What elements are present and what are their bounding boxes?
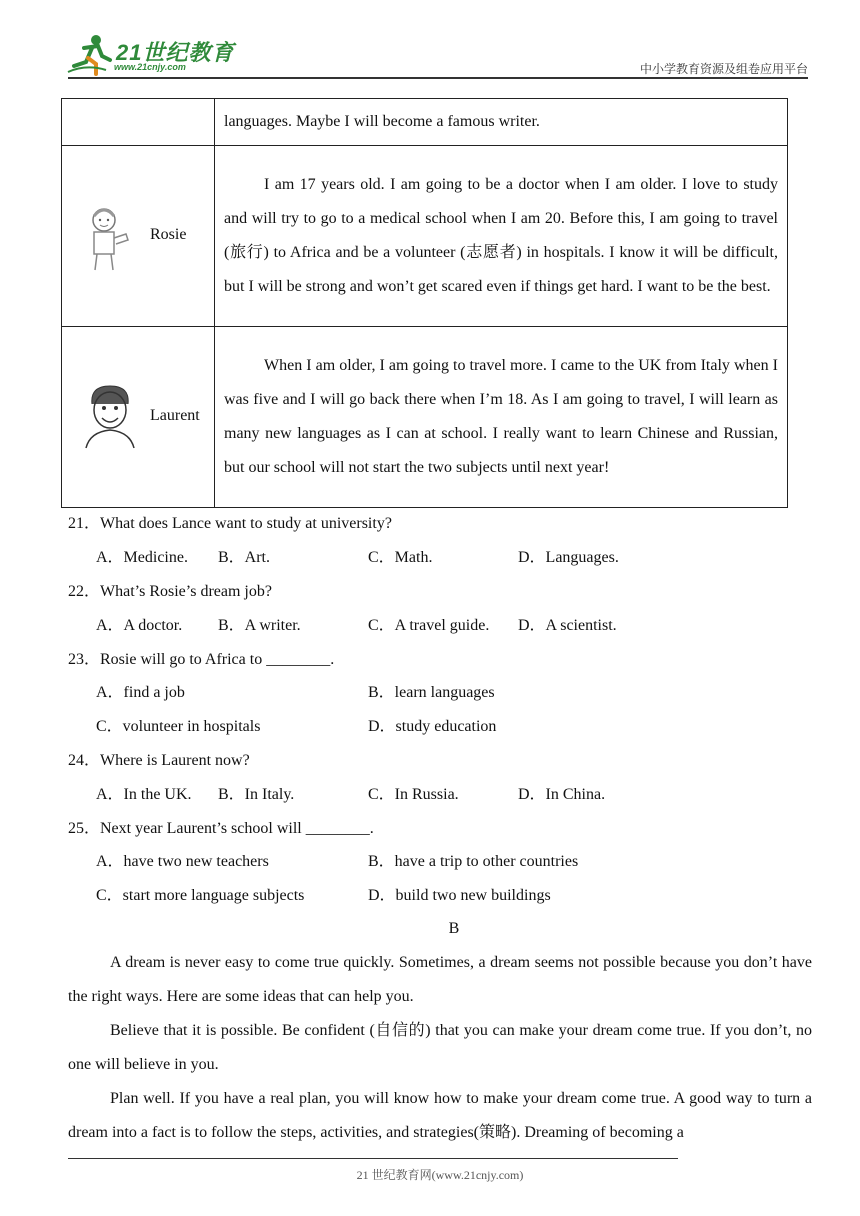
laurent-text: When I am older, I am going to travel more. I came to the UK from Italy when I was five and I will go back there when I’m 18. As I am going to travel, I will learn as many new languages as I can at school. I really want to learn Chinese and Russian, but our school will not start the two subjects until next year!	[215, 327, 788, 508]
paragraph-3: Plan well. If you have a real plan, you will know how to make your dream come true. A good way to turn a dream into a fact is to follow the steps, activities, and strategies(策略). Dreaming of becoming a	[68, 1090, 812, 1141]
q22-option-a: A．A doctor.	[96, 617, 183, 634]
rosie-text: I am 17 years old. I am going to be a doctor when I am older. I love to study and will try to go to a medical school when I am 20. Before this, I am going to travel (旅行) to Africa and be a volunteer (志愿者) in hospitals. I know it will be difficult, but I will be strong and won’t get scared even if things get hard. I want to be the best.	[215, 146, 788, 327]
q23-option-a: A．find a job	[96, 684, 185, 701]
header-divider	[68, 77, 808, 79]
page-header	[0, 0, 860, 80]
q21-option-b: B．Art.	[218, 549, 271, 566]
table-row-rosie	[62, 146, 788, 327]
q23-option-c: C．volunteer in hospitals	[96, 718, 261, 735]
q23-option-b: B．learn languages	[368, 684, 495, 701]
logo-subtext: www.21cnjy.com	[114, 62, 186, 72]
rosie-avatar-icon	[82, 204, 138, 274]
question-25: 25．Next year Laurent’s school will ________.	[68, 820, 374, 837]
profile-text-cell: languages. Maybe I will become a famous writer.	[215, 99, 788, 146]
question-22: 22．What’s Rosie’s dream job?	[68, 583, 272, 600]
header-platform-text: 中小学教育资源及组卷应用平台	[639, 62, 808, 76]
q22-option-d: D．A scientist.	[518, 617, 617, 634]
q23-option-d: D．study education	[368, 718, 497, 735]
paragraph-1: A dream is never easy to come true quickly. Sometimes, a dream seems not possible because you don’t have the right ways. Here are some ideas that can help you.	[68, 954, 812, 1005]
q25-option-c: C．start more language subjects	[96, 887, 305, 904]
q24-option-c: C．In Russia.	[368, 786, 459, 803]
q25-option-a: A．have two new teachers	[96, 853, 269, 870]
site-logo	[66, 34, 236, 76]
table-row-laurent	[62, 327, 788, 508]
paragraph-2: Believe that it is possible. Be confident (自信的) that you can make your dream come true. If you don’t, no one will believe in you.	[68, 1022, 812, 1073]
q25-option-b: B．have a trip to other countries	[368, 853, 579, 870]
table-row	[62, 99, 788, 146]
q22-option-c: C．A travel guide.	[368, 617, 490, 634]
laurent-avatar-icon	[82, 382, 138, 452]
q24-option-b: B．In Italy.	[218, 786, 295, 803]
profiles-table	[61, 98, 788, 508]
q21-option-d: D．Languages.	[518, 549, 619, 566]
page-footer: 21 世纪教育网(www.21cnjy.com)	[356, 1168, 524, 1182]
section-b-label: B	[448, 920, 460, 937]
question-23: 23．Rosie will go to Africa to ________.	[68, 651, 335, 668]
laurent-name: Laurent	[150, 407, 200, 424]
runner-logo-icon	[66, 34, 114, 76]
name-cell-empty	[62, 99, 215, 146]
rosie-name: Rosie	[150, 226, 187, 243]
footer-divider	[68, 1158, 678, 1159]
q24-option-a: A．In the UK.	[96, 786, 192, 803]
question-21: 21．What does Lance want to study at university?	[68, 515, 392, 532]
q25-option-d: D．build two new buildings	[368, 887, 551, 904]
q24-option-d: D．In China.	[518, 786, 606, 803]
question-24: 24．Where is Laurent now?	[68, 752, 250, 769]
q21-option-a: A．Medicine.	[96, 549, 188, 566]
q22-option-b: B．A writer.	[218, 617, 301, 634]
name-cell-laurent	[62, 327, 215, 508]
q21-option-c: C．Math.	[368, 549, 433, 566]
name-cell-rosie	[62, 146, 215, 327]
logo-text: 21世纪教育	[116, 40, 235, 65]
